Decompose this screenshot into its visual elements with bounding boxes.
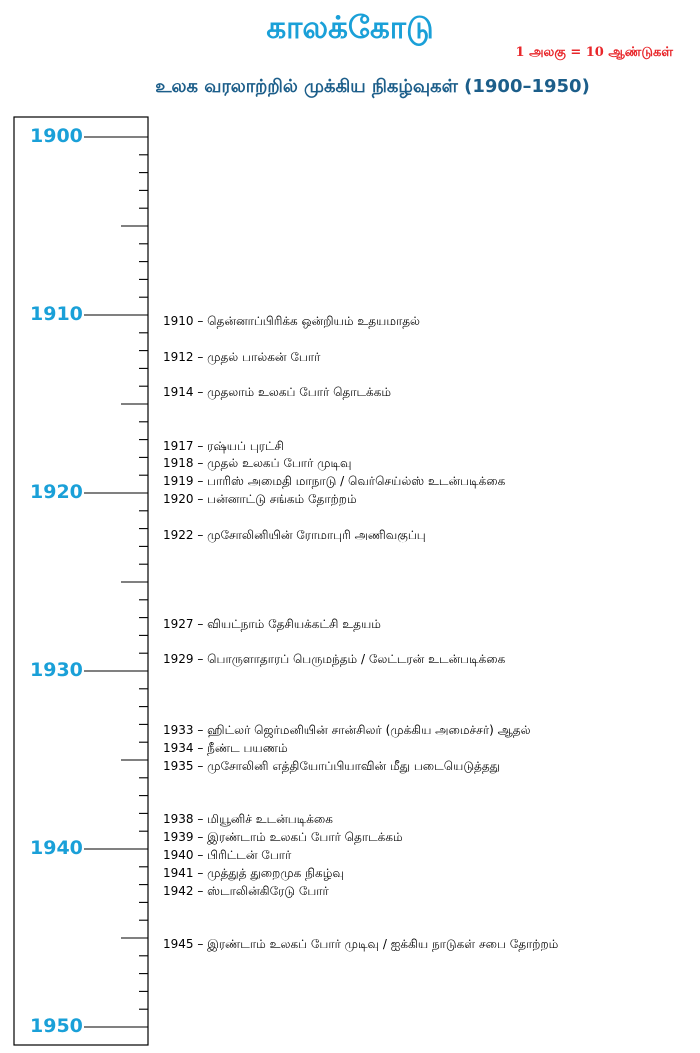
timeline-event: 1945 – இரண்டாம் உலகப் போர் முடிவு / ஐக்கிய நாடுகள் சபை தோற்றம் <box>163 937 559 951</box>
timeline-subtitle: உலக வரலாற்றில் முக்கிய நிகழ்வுகள் (1900–1950) <box>155 76 590 97</box>
timeline-event: 1922 – முசோலினியின் ரோமாபுரி அணிவகுப்பு <box>163 527 426 542</box>
scale-note: 1 அலகு = 10 ஆண்டுகள் <box>515 45 673 60</box>
page-title: காலக்கோடு <box>266 10 434 46</box>
timeline-ticks <box>84 137 148 1027</box>
timeline-event: 1912 – முதல் பால்கன் போர் <box>163 349 321 364</box>
decade-label: 1940 <box>30 837 83 859</box>
timeline-event: 1939 – இரண்டாம் உலகப் போர் தொடக்கம் <box>163 830 403 845</box>
timeline-event: 1940 – பிரிட்டன் போர் <box>163 848 292 862</box>
timeline-event: 1918 – முதல் உலகப் போர் முடிவு <box>163 456 352 471</box>
timeline-event: 1933 – ஹிட்லர் ஜெர்மனியின் சான்சிலர் (முக்கிய அமைச்சர்) ஆதல் <box>163 723 531 738</box>
decade-label: 1910 <box>30 303 83 325</box>
timeline-event: 1929 – பொருளாதாரப் பெருமந்தம் / லேட்டரன் உடன்படிக்கை <box>163 652 506 667</box>
timeline-event: 1920 – பன்னாட்டு சங்கம் தோற்றம் <box>163 492 357 506</box>
decade-label: 1920 <box>30 481 83 503</box>
timeline-bar <box>14 117 148 1045</box>
timeline-event: 1927 – வியட்நாம் தேசியக்கட்சி உதயம் <box>163 616 381 631</box>
timeline-event: 1914 – முதலாம் உலகப் போர் தொடக்கம் <box>163 385 392 400</box>
decade-label: 1950 <box>30 1015 83 1037</box>
timeline-event: 1935 – முசோலினி எத்தியோப்பியாவின் மீது படையெடுத்தது <box>163 759 501 773</box>
timeline-event: 1934 – நீண்ட பயணம் <box>163 741 288 756</box>
timeline-event: 1938 – மியூனிச் உடன்படிக்கை <box>163 812 333 827</box>
timeline-event: 1910 – தென்னாப்பிரிக்க ஒன்றியம் உதயமாதல் <box>163 314 421 328</box>
timeline-event: 1942 – ஸ்டாலின்கிரேடு போர் <box>163 883 329 898</box>
timeline-event: 1917 – ரஷ்யப் புரட்சி <box>163 438 284 453</box>
decade-label: 1900 <box>30 125 83 147</box>
timeline-event: 1919 – பாரிஸ் அமைதி மாநாடு / வெர்செய்ல்ஸ் உடன்படிக்கை <box>163 474 506 489</box>
decade-label: 1930 <box>30 659 83 681</box>
timeline-event: 1941 – முத்துத் துறைமுக நிகழ்வு <box>163 865 344 880</box>
